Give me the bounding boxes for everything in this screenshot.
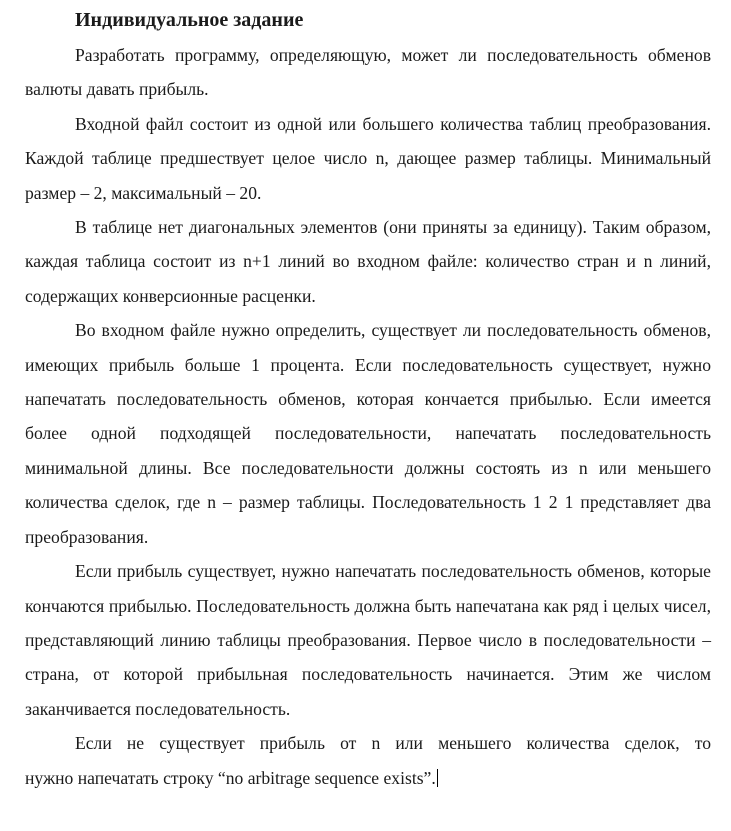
paragraph-output-format: Если прибыль существует, нужно напечатать последовательность обменов, которые кончаются прибылью. Последовательность должна быть напечатана как ряд i целых чисел, представляющий линию таблицы преобразования. Первое число в последовательности – страна, от которой прибыльная последовательность начинается. Этим же числом заканчивается последовательность. — [25, 561, 711, 719]
paragraph-no-arbitrage — [25, 726, 711, 795]
paragraph-task: Разработать программу, определяющую, может ли последовательность обменов валюты давать прибыль. — [25, 45, 711, 100]
document-page — [25, 6, 711, 795]
document-heading: Индивидуальное задание — [75, 9, 304, 31]
paragraph-table-structure: В таблице нет диагональных элементов (они приняты за единицу). Таким образом, каждая таблица состоит из n+1 линий во входном файле: количество стран и n линий, содержащих конверсионные расценки. — [25, 217, 711, 306]
paragraph-input-file: Входной файл состоит из одной или большего количества таблиц преобразования. Каждой таблице предшествует целое число n, дающее размер таблицы. Минимальный размер – 2, максимальный – 20. — [25, 113, 711, 203]
text-cursor[interactable] — [437, 769, 438, 787]
paragraph-no-arbitrage-line-1: Если не существует прибыль от n или меньшего количества сделок, то — [75, 733, 711, 754]
paragraph-no-arbitrage-line-2-text: нужно напечатать строку “no arbitrage sequence exists”. — [25, 767, 436, 788]
paragraph-no-arbitrage-line-2 — [25, 761, 711, 795]
paragraph-profit-rules: Во входном файле нужно определить, существует ли последовательность обменов, имеющих прибыль больше 1 процента. Если последовательность существует, нужно напечатать последовательность обменов, которая кончается прибылью. Если имеется более одной подходящей последовательности, напечатать последовательность минимальной длины. Все последовательности должны состоять из n или меньшего количества сделок, где n – размер таблицы. Последовательность 1 2 1 представляет два преобразования. — [25, 320, 711, 547]
